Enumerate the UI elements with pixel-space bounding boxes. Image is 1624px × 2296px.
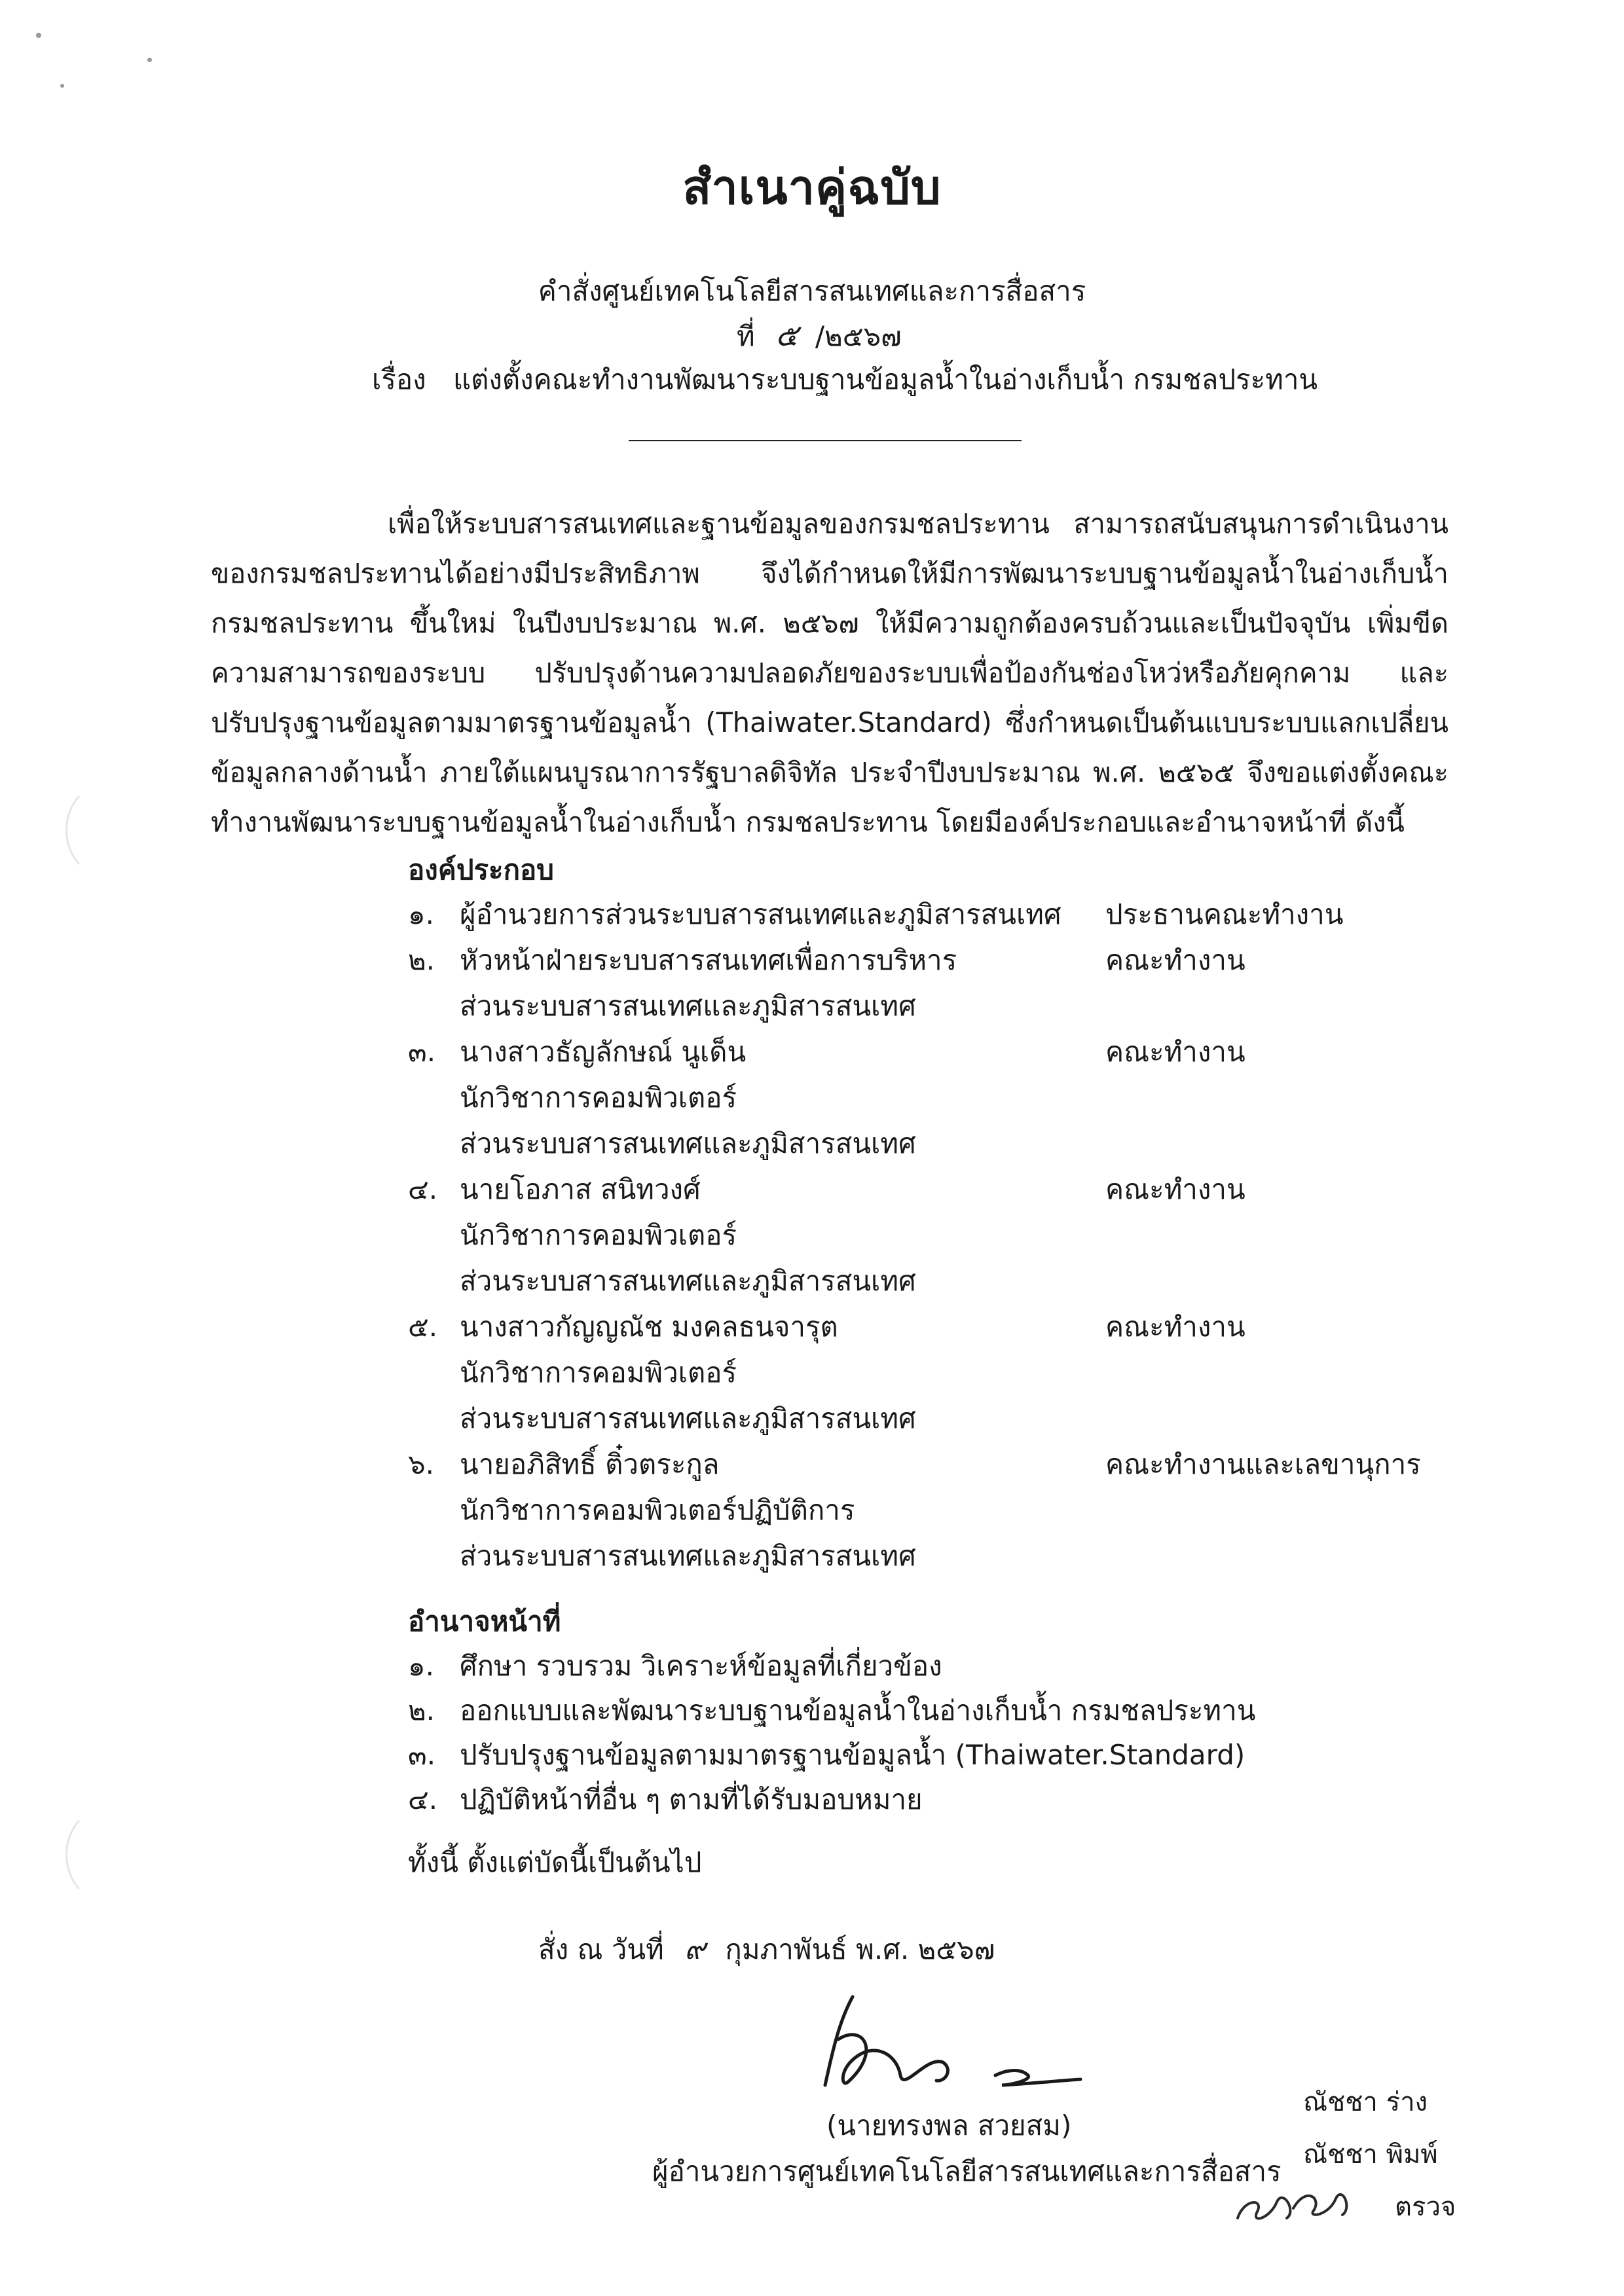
duty-number: ๔.: [408, 1783, 438, 1815]
member-line: ส่วนระบบสารสนเทศและภูมิสารสนเทศ: [460, 1127, 916, 1159]
member-line: นักวิชาการคอมพิวเตอร์: [460, 1219, 737, 1251]
member-line: ผู้อำนวยการส่วนระบบสารสนเทศและภูมิสารสนเทศ: [460, 898, 1061, 930]
member-number: ๖.: [408, 1448, 435, 1480]
scan-speck: [36, 33, 41, 38]
subject-text: แต่งตั้งคณะทำงานพัฒนาระบบฐานข้อมูลน้ำในอ่างเก็บน้ำ กรมชลประทาน: [453, 363, 1318, 395]
order-title: คำสั่งศูนย์เทคโนโลยีสารสนเทศและการสื่อสาร: [538, 275, 1086, 307]
member-line: ส่วนระบบสารสนเทศและภูมิสารสนเทศ: [460, 990, 916, 1022]
header-divider: [629, 440, 1022, 441]
member-number: ๕.: [408, 1311, 438, 1343]
duty-text: ปฏิบัติหน้าที่อื่น ๆ ตามที่ได้รับมอบหมาย: [460, 1783, 923, 1815]
member-line: นางสาวกัญญณัช มงคลธนจารุต: [460, 1311, 838, 1343]
duty-number: ๒.: [408, 1694, 435, 1726]
member-line: นางสาวธัญลักษณ์ นูเด็น: [460, 1036, 747, 1068]
document-heading: สำเนาคู่ฉบับ: [682, 160, 942, 215]
scan-speck: [147, 58, 152, 62]
body-paragraph: [211, 499, 1449, 847]
duty-number: ๑.: [408, 1650, 435, 1682]
order-number-handwritten: ๕: [775, 318, 798, 353]
member-number: ๒.: [408, 944, 435, 976]
footer-note-typed: ณัชชา พิมพ์: [1303, 2140, 1438, 2170]
signer-title: ผู้อำนวยการศูนย์เทคโนโลยีสารสนเทศและการสื่อสาร: [652, 2155, 1282, 2187]
member-line: หัวหน้าฝ่ายระบบสารสนเทศเพื่อการบริหาร: [460, 944, 957, 976]
member-role: คณะทำงาน: [1105, 944, 1246, 976]
footer-note-checked: ตรวจ: [1395, 2192, 1456, 2222]
order-date-rest: กุมภาพันธ์ พ.ศ. ๒๕๖๗: [725, 1933, 995, 1965]
signer-name: (นายทรงพล สวยสม): [826, 2109, 1072, 2141]
member-line: ส่วนระบบสารสนเทศและภูมิสารสนเทศ: [460, 1265, 916, 1297]
order-number: [737, 312, 902, 359]
order-date: [538, 1926, 995, 1972]
duty-text: ออกแบบและพัฒนาระบบฐานข้อมูลน้ำในอ่างเก็บน้ำ กรมชลประทาน: [460, 1694, 1256, 1726]
order-subject: [372, 358, 1318, 401]
member-line: นายโอภาส สนิทวงศ์: [460, 1173, 701, 1205]
hole-punch-shadow: [65, 1807, 148, 1903]
subject-label: เรื่อง: [372, 363, 426, 395]
hole-punch-shadow: [65, 782, 148, 878]
duty-number: ๓.: [408, 1739, 436, 1771]
body-text: เพื่อให้ระบบสารสนเทศและฐานข้อมูลของกรมชลประทาน สามารถสนับสนุนการดำเนินงานของกรมชลประทานได้อย่างมีประสิทธิภาพ จึงได้กำหนดให้มีการพัฒนาระบบฐานข้อมูลน้ำในอ่างเก็บน้ำ กรมชลประทาน ขึ้นใหม่ ในปีงบประมาณ พ.ศ. ๒๕๖๗ ให้มีความถูกต้องครบถ้วนและเป็นปัจจุบัน เพิ่มขีดความสามารถของระบบ ปรับปรุงด้านความปลอดภัยของระบบเพื่อป้องกันช่องโหว่หรือภัยคุกคาม และปรับปรุงฐานข้อมูลตามมาตรฐานข้อมูลน้ำ (Thaiwater.Standard) ซึ่งกำหนดเป็นต้นแบบระบบแลกเปลี่ยนข้อมูลกลางด้านน้ำ ภายใต้แผนบูรณาการรัฐบาลดิจิทัล ประจำปีงบประมาณ พ.ศ. ๒๕๖๕ จึงขอแต่งตั้งคณะทำงานพัฒนาระบบฐานข้อมูลน้ำในอ่างเก็บน้ำ กรมชลประทาน โดยมีองค์ประกอบและอำนาจหน้าที่ ดังนี้: [211, 507, 1449, 838]
order-date-prefix: สั่ง ณ วันที่: [538, 1933, 664, 1965]
member-line: ส่วนระบบสารสนเทศและภูมิสารสนเทศ: [460, 1540, 916, 1572]
member-line: นายอภิสิทธิ์ ติ๋วตระกูล: [460, 1448, 720, 1480]
member-role: คณะทำงานและเลขานุการ: [1105, 1448, 1421, 1480]
member-line: นักวิชาการคอมพิวเตอร์: [460, 1082, 737, 1114]
member-line: ส่วนระบบสารสนเทศและภูมิสารสนเทศ: [460, 1402, 916, 1434]
member-number: ๑.: [408, 898, 435, 930]
member-line: นักวิชาการคอมพิวเตอร์: [460, 1357, 737, 1389]
member-role: ประธานคณะทำงาน: [1105, 898, 1344, 930]
order-date-day: ๙: [684, 1933, 706, 1966]
scan-speck: [60, 84, 64, 88]
effective-statement: ทั้งนี้ ตั้งแต่บัดนี้เป็นต้นไป: [408, 1846, 702, 1878]
order-number-suffix: /๒๕๖๗: [815, 320, 902, 352]
member-role: คณะทำงาน: [1105, 1173, 1246, 1205]
order-number-prefix: ที่: [737, 320, 755, 352]
duty-text: ปรับปรุงฐานข้อมูลตามมาตรฐานข้อมูลน้ำ (Thaiwater.Standard): [460, 1739, 1246, 1771]
member-role: คณะทำงาน: [1105, 1036, 1246, 1068]
member-number: ๓.: [408, 1036, 436, 1068]
checker-initials-image: [1231, 2172, 1388, 2231]
member-line: นักวิชาการคอมพิวเตอร์ปฏิบัติการ: [460, 1494, 855, 1526]
composition-heading: องค์ประกอบ: [408, 854, 554, 886]
duty-text: ศึกษา รวบรวม วิเคราะห์ข้อมูลที่เกี่ยวข้อง: [460, 1650, 942, 1682]
duties-heading: อำนาจหน้าที่: [408, 1605, 561, 1637]
member-role: คณะทำงาน: [1105, 1311, 1246, 1343]
member-number: ๔.: [408, 1173, 438, 1205]
signature-image: [812, 1977, 1100, 2102]
footer-note-draft: ณัชชา ร่าง: [1303, 2087, 1428, 2117]
